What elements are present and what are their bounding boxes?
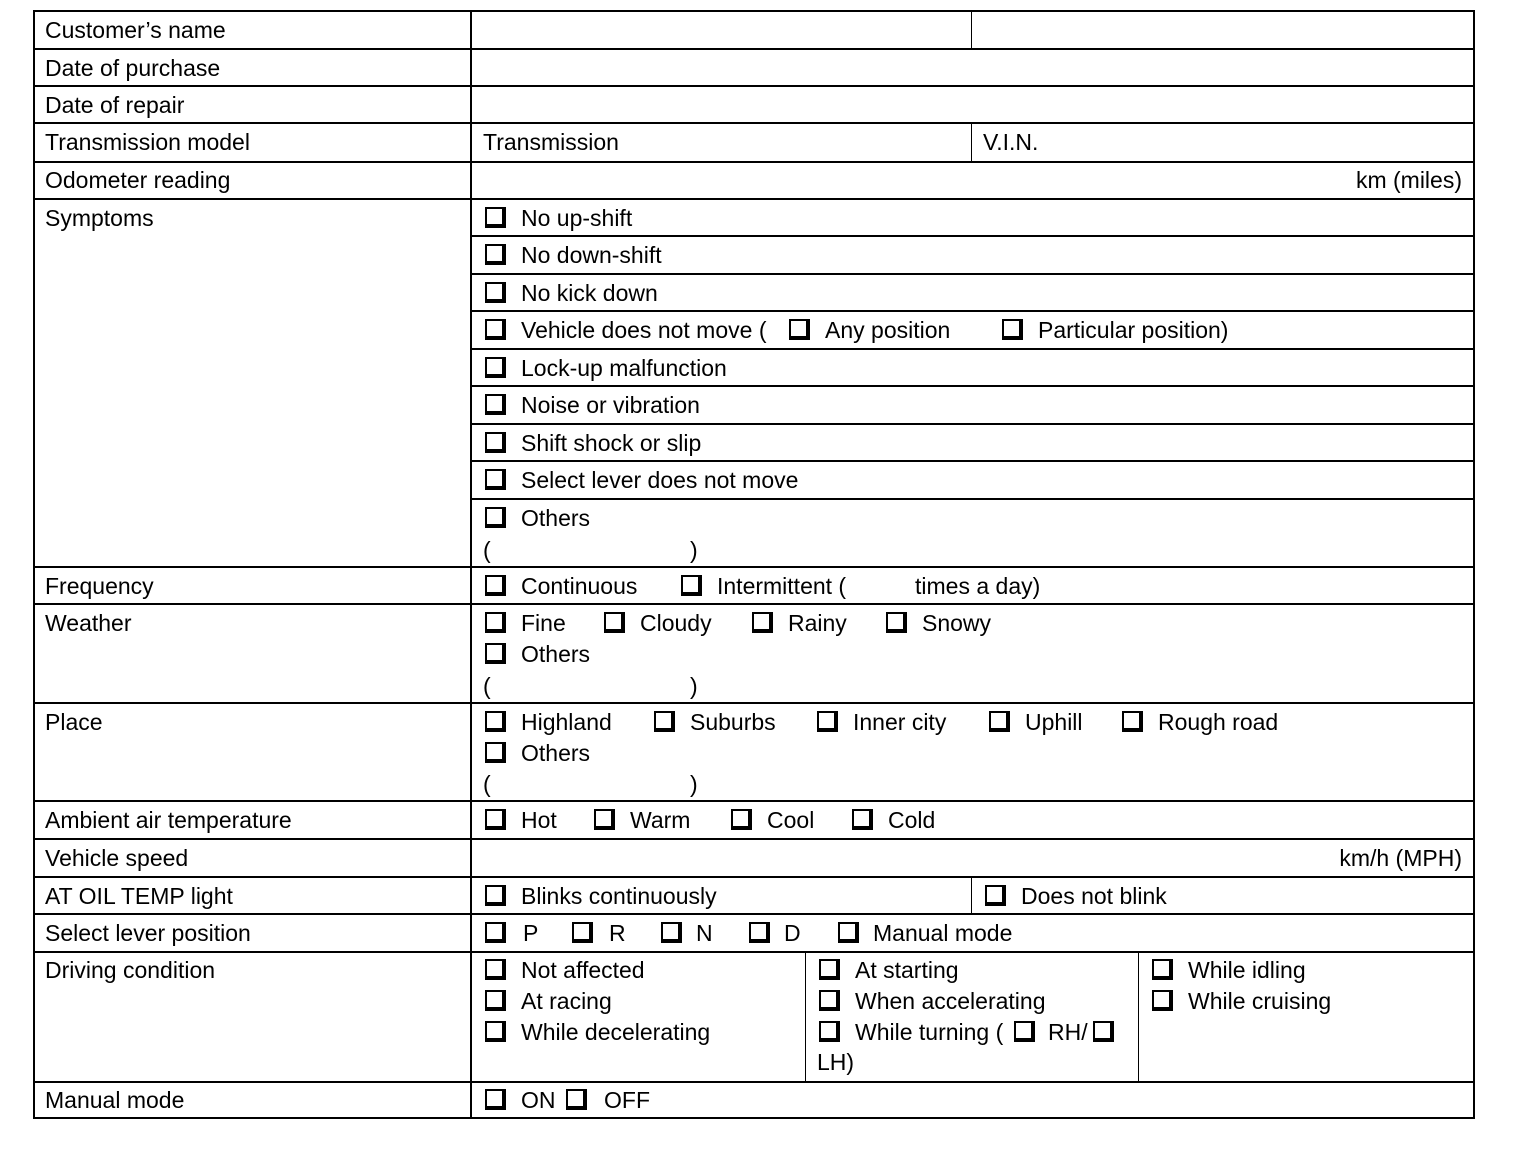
checkbox-not-affected[interactable]	[485, 959, 506, 980]
label-date-of-purchase: Date of purchase	[45, 55, 221, 81]
checkbox-turning-lh[interactable]	[1093, 1021, 1114, 1042]
symptom-divider	[470, 310, 1475, 312]
checkbox-blinks-continuously[interactable]	[485, 885, 506, 906]
symptom-divider	[470, 235, 1475, 237]
row-divider	[33, 913, 1475, 915]
option-cloudy: Cloudy	[640, 610, 712, 636]
row-divider	[33, 876, 1475, 878]
option-shift-shock-or-slip: Shift shock or slip	[521, 430, 702, 456]
vehicle-speed-unit: km/h (MPH)	[1339, 845, 1462, 871]
checkbox-rainy[interactable]	[752, 612, 773, 633]
odometer-field[interactable]	[473, 163, 1333, 198]
option-no-downshift: No down-shift	[521, 242, 662, 268]
checkbox-suburbs[interactable]	[654, 711, 675, 732]
date-of-repair-field[interactable]	[473, 87, 1472, 122]
subcolumn-divider	[971, 10, 972, 48]
label-odometer-reading: Odometer reading	[45, 167, 231, 193]
option-noise-or-vibration: Noise or vibration	[521, 392, 700, 418]
option-manual-off: OFF	[604, 1087, 650, 1113]
checkbox-while-idling[interactable]	[1152, 959, 1173, 980]
checkbox-lever-p[interactable]	[485, 922, 506, 943]
option-lever-r: R	[609, 920, 626, 946]
subcolumn-divider	[971, 124, 972, 162]
place-others-paren-open: (	[483, 771, 491, 797]
option-weather-others: Others	[521, 641, 591, 667]
transmission-field-label: Transmission	[483, 129, 619, 155]
option-while-cruising: While cruising	[1188, 988, 1332, 1014]
option-lever-d: D	[784, 920, 801, 946]
checkbox-symptoms-others[interactable]	[485, 507, 506, 528]
option-select-lever-does-not-move: Select lever does not move	[521, 467, 799, 493]
customer-name-field-2[interactable]	[973, 12, 1472, 48]
option-inner-city: Inner city	[853, 709, 947, 735]
option-not-affected: Not affected	[521, 957, 645, 983]
label-customer-name: Customer’s name	[45, 17, 226, 43]
vehicle-speed-field[interactable]	[473, 840, 1323, 876]
checkbox-rough-road[interactable]	[1122, 711, 1143, 732]
option-particular-position: Particular position)	[1038, 317, 1229, 343]
checkbox-select-lever-does-not-move[interactable]	[485, 469, 506, 490]
checkbox-highland[interactable]	[485, 711, 506, 732]
symptom-divider	[470, 460, 1475, 462]
option-no-kickdown: No kick down	[521, 280, 658, 306]
option-at-starting: At starting	[855, 957, 959, 983]
option-vehicle-does-not-move: Vehicle does not move (	[521, 317, 767, 343]
checkbox-lever-r[interactable]	[572, 922, 593, 943]
option-at-racing: At racing	[521, 988, 612, 1014]
weather-others-field[interactable]	[495, 670, 687, 700]
checkbox-does-not-blink[interactable]	[985, 885, 1006, 906]
label-weather: Weather	[45, 610, 132, 636]
label-date-of-repair: Date of repair	[45, 92, 185, 118]
symptom-divider	[470, 273, 1475, 275]
checkbox-lockup-malfunction[interactable]	[485, 357, 506, 378]
option-no-upshift: No up-shift	[521, 205, 633, 231]
checkbox-while-turning[interactable]	[819, 1021, 840, 1042]
repair-questionnaire-form	[33, 10, 1475, 1119]
date-of-purchase-field[interactable]	[473, 50, 1472, 85]
odometer-unit: km (miles)	[1355, 167, 1462, 193]
checkbox-particular-position[interactable]	[1002, 319, 1023, 340]
row-divider	[33, 122, 1475, 124]
option-cool: Cool	[767, 807, 815, 833]
row-divider	[33, 951, 1475, 953]
option-highland: Highland	[521, 709, 612, 735]
checkbox-no-upshift[interactable]	[485, 207, 506, 228]
checkbox-no-kickdown[interactable]	[485, 282, 506, 303]
row-divider	[33, 566, 1475, 568]
checkbox-any-position[interactable]	[789, 319, 810, 340]
checkbox-intermittent[interactable]	[681, 575, 702, 596]
option-turning-lh: LH)	[817, 1049, 855, 1075]
symptoms-others-field[interactable]	[495, 534, 687, 564]
option-any-position: Any position	[825, 317, 951, 343]
label-place: Place	[45, 709, 103, 735]
subcolumn-divider	[1138, 951, 1139, 1081]
checkbox-snowy[interactable]	[886, 612, 907, 633]
checkbox-inner-city[interactable]	[817, 711, 838, 732]
option-lockup-malfunction: Lock-up malfunction	[521, 355, 727, 381]
checkbox-cold[interactable]	[852, 809, 873, 830]
label-ambient-air-temperature: Ambient air temperature	[45, 807, 292, 833]
checkbox-vehicle-does-not-move[interactable]	[485, 319, 506, 340]
symptoms-others-paren-open: (	[483, 537, 491, 563]
checkbox-continuous[interactable]	[485, 575, 506, 596]
option-blinks-continuously: Blinks continuously	[521, 883, 717, 909]
checkbox-fine[interactable]	[485, 612, 506, 633]
option-symptoms-others: Others	[521, 505, 591, 531]
checkbox-place-others[interactable]	[485, 742, 506, 763]
option-rainy: Rainy	[788, 610, 847, 636]
symptom-divider	[470, 348, 1475, 350]
place-others-field[interactable]	[495, 768, 687, 798]
option-while-idling: While idling	[1188, 957, 1306, 983]
option-rough-road: Rough road	[1158, 709, 1279, 735]
option-snowy: Snowy	[922, 610, 992, 636]
times-a-day-field[interactable]	[861, 570, 913, 600]
subcolumn-divider	[971, 876, 972, 914]
checkbox-hot[interactable]	[485, 809, 506, 830]
row-divider	[33, 1081, 1475, 1083]
symptom-divider	[470, 385, 1475, 387]
checkbox-turning-rh[interactable]	[1014, 1021, 1035, 1042]
border-bottom	[33, 1117, 1475, 1119]
label-at-oil-temp-light: AT OIL TEMP light	[45, 883, 233, 909]
row-divider	[33, 198, 1475, 200]
option-place-others: Others	[521, 740, 591, 766]
checkbox-at-starting[interactable]	[819, 959, 840, 980]
option-uphill: Uphill	[1025, 709, 1083, 735]
checkbox-shift-shock-or-slip[interactable]	[485, 432, 506, 453]
option-lever-p: P	[523, 920, 539, 946]
label-frequency: Frequency	[45, 573, 154, 599]
checkbox-while-decelerating[interactable]	[485, 1021, 506, 1042]
option-cold: Cold	[888, 807, 936, 833]
checkbox-weather-others[interactable]	[485, 643, 506, 664]
option-turning-rh: RH/	[1048, 1019, 1088, 1045]
customer-name-field-1[interactable]	[473, 12, 970, 48]
label-vehicle-speed: Vehicle speed	[45, 845, 189, 871]
place-others-paren-close: )	[690, 771, 698, 797]
checkbox-while-cruising[interactable]	[1152, 990, 1173, 1011]
option-while-turning: While turning (	[855, 1019, 1004, 1045]
checkbox-cloudy[interactable]	[604, 612, 625, 633]
label-transmission-model: Transmission model	[45, 129, 250, 155]
times-a-day-label: times a day)	[915, 573, 1041, 599]
checkbox-warm[interactable]	[594, 809, 615, 830]
subcolumn-divider	[805, 951, 806, 1081]
symptoms-others-paren-close: )	[690, 537, 698, 563]
label-select-lever-position: Select lever position	[45, 920, 251, 946]
option-manual-on: ON	[521, 1087, 556, 1113]
row-divider	[33, 702, 1475, 704]
option-lever-manual-mode: Manual mode	[873, 920, 1013, 946]
checkbox-lever-n[interactable]	[661, 922, 682, 943]
checkbox-cool[interactable]	[731, 809, 752, 830]
option-continuous: Continuous	[521, 573, 638, 599]
option-intermittent: Intermittent (	[717, 573, 847, 599]
label-driving-condition: Driving condition	[45, 957, 216, 983]
option-lever-n: N	[696, 920, 713, 946]
checkbox-when-accelerating[interactable]	[819, 990, 840, 1011]
option-warm: Warm	[630, 807, 691, 833]
label-symptoms: Symptoms	[45, 205, 154, 231]
option-suburbs: Suburbs	[690, 709, 776, 735]
checkbox-lever-manual-mode[interactable]	[838, 922, 859, 943]
checkbox-uphill[interactable]	[989, 711, 1010, 732]
weather-others-paren-open: (	[483, 673, 491, 699]
option-does-not-blink: Does not blink	[1021, 883, 1167, 909]
symptom-divider	[470, 423, 1475, 425]
vin-field-label: V.I.N.	[983, 129, 1039, 155]
row-divider	[33, 800, 1475, 802]
symptom-divider	[470, 498, 1475, 500]
option-while-decelerating: While decelerating	[521, 1019, 711, 1045]
weather-others-paren-close: )	[690, 673, 698, 699]
option-hot: Hot	[521, 807, 557, 833]
checkbox-manual-off[interactable]	[566, 1089, 587, 1110]
option-when-accelerating: When accelerating	[855, 988, 1046, 1014]
checkbox-lever-d[interactable]	[749, 922, 770, 943]
label-manual-mode: Manual mode	[45, 1087, 185, 1113]
checkbox-noise-or-vibration[interactable]	[485, 394, 506, 415]
checkbox-manual-on[interactable]	[485, 1089, 506, 1110]
checkbox-at-racing[interactable]	[485, 990, 506, 1011]
row-divider	[33, 603, 1475, 605]
checkbox-no-downshift[interactable]	[485, 244, 506, 265]
option-fine: Fine	[521, 610, 566, 636]
